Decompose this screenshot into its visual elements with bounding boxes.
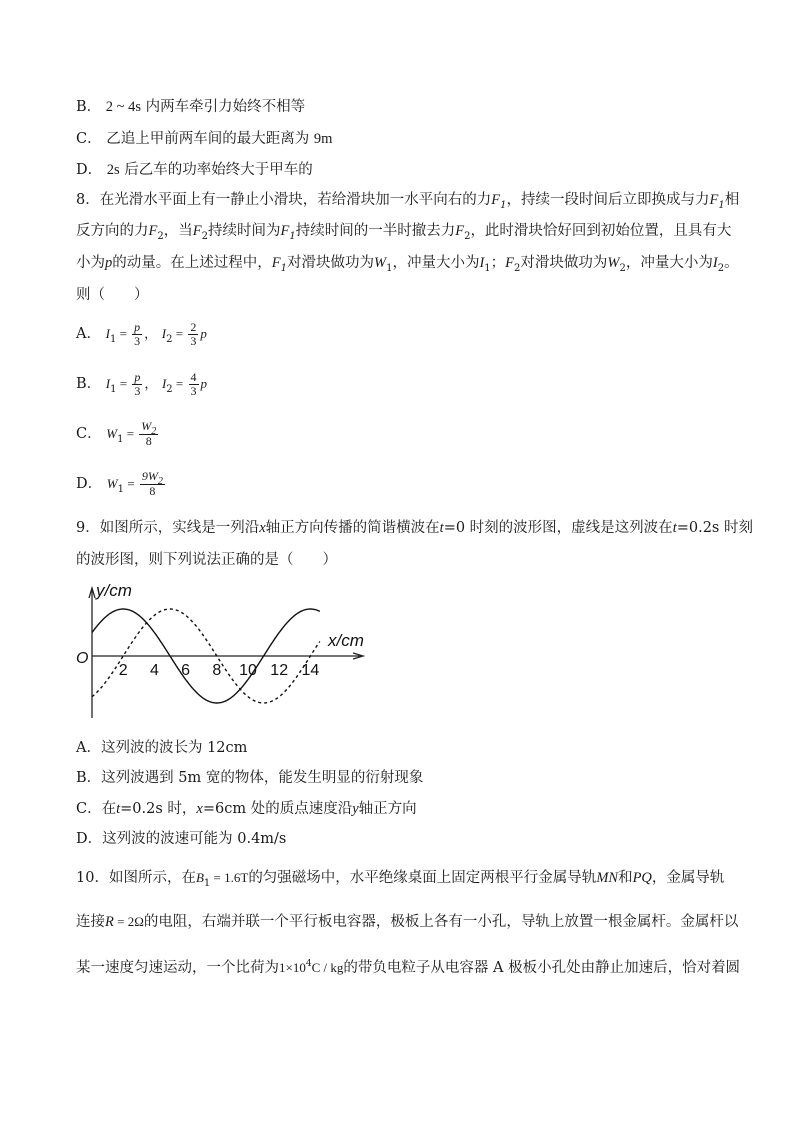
x-tick-label: 6 (181, 662, 191, 679)
q8-stem-line1: 8．在光滑水平面上有一静止小滑块，若给滑块加一水平向右的力$F_1$，持续一段时间后立即换成与力$F_1$相 (76, 192, 740, 211)
y-axis-label: y/cm (96, 581, 132, 600)
x-tick-label: 2 (118, 662, 128, 679)
q9-stem-line1: 9．如图所示，实线是一列沿x轴正方向传播的简谐横波在t=0 时刻的波形图，虚线是这列波在t=0.2s 时刻 (76, 520, 753, 536)
q7-option-b-math: 2 ~ 4s (105, 99, 142, 115)
q8-stem-line2: 反方向的力$F_2$，当$F_2$持续时间为$F_1$持续时间的一半时撤去力$F_2$，此时滑块恰好回到初始位置，且具有大 (76, 223, 732, 242)
q10-stem-line1: 10．如图所示，在$B_1 = 1.6T$的匀强磁场中，水平绝缘桌面上固定两根平行金属导轨MN和PQ，金属导轨 (76, 870, 725, 889)
q8-stem-line4: 则（ ） (76, 287, 149, 303)
fraction: $\frac{W_2}{8}$ (141, 419, 157, 448)
wave-figure (70, 578, 380, 728)
fraction: $\frac{p}{3}$ (134, 319, 141, 348)
q9-option-c: C．在t=0.2s 时，x=6cm 处的质点速度沿y轴正方向 (76, 801, 417, 817)
fraction: $\frac{4}{3}$ (190, 369, 197, 398)
q10-stem-line2: 连接R = 2Ω的电阻，右端并联一个平行板电容器，极板上各有一小孔，导轨上放置一根金属杆。金属杆以 (76, 914, 739, 930)
x-tick-label: 10 (239, 662, 257, 679)
q8-option-a: A． $I_1$ = $\frac{p}{3}$ ， $I_2$ = $\frac{2}{3}$ p (76, 319, 207, 348)
x-axis-label: x/cm (328, 631, 364, 650)
q9-option-d: D．这列波的波速可能为 0.4m/s (76, 831, 287, 847)
q8-stem-line3: 小为p的动量。在上述过程中，$F_1$对滑块做功为$W_1$，冲量大小为$I_1$；$F_2$对滑块做功为$W_2$，冲量大小为$I_2$。 (76, 255, 739, 274)
q7-option-c-math: 9m (313, 131, 333, 147)
q9-option-b: B．这列波遇到 5m 宽的物体，能发生明显的衍射现象 (76, 770, 424, 786)
q9-stem-line2: 的波形图，则下列说法正确的是（ ） (76, 552, 337, 568)
fraction: $\frac{p}{3}$ (134, 369, 141, 398)
q10-stem-line3: 某一速度匀速运动，一个比荷为$1\times 10^4C$ / kg的带负电粒子从电容器 A 极板小孔处由静止加速后，恰对着圆 (76, 959, 741, 976)
x-tick-label: 12 (270, 662, 289, 679)
x-tick-label: 14 (301, 662, 320, 679)
q7-option-d: D． 2s 后乙车的功率始终大于甲车的 (76, 162, 313, 178)
q7-option-b: B． 2 ~ 4s 内两车牵引力始终不相等 (76, 99, 306, 115)
fraction: $\frac{9W_2}{8}$ (141, 469, 163, 498)
q8-option-b: B． $I_1$ = $\frac{p}{3}$ ， $I_2$ = $\frac{4}{3}$ p (76, 369, 208, 398)
origin-label: O (76, 650, 89, 667)
x-tick-label: 8 (212, 662, 222, 679)
q8-option-d: D． $W_1$ = $\frac{9W_2}{8}$ (76, 469, 163, 498)
x-tick-label: 4 (149, 662, 159, 679)
q7-option-c: C． 乙追上甲前两车间的最大距离为 9m (76, 131, 333, 147)
q9-option-a: A．这列波的波长为 12cm (76, 740, 248, 756)
q8-option-c: C． $W_1$ = $\frac{W_2}{8}$ (76, 419, 157, 448)
fraction: $\frac{2}{3}$ (190, 319, 197, 348)
